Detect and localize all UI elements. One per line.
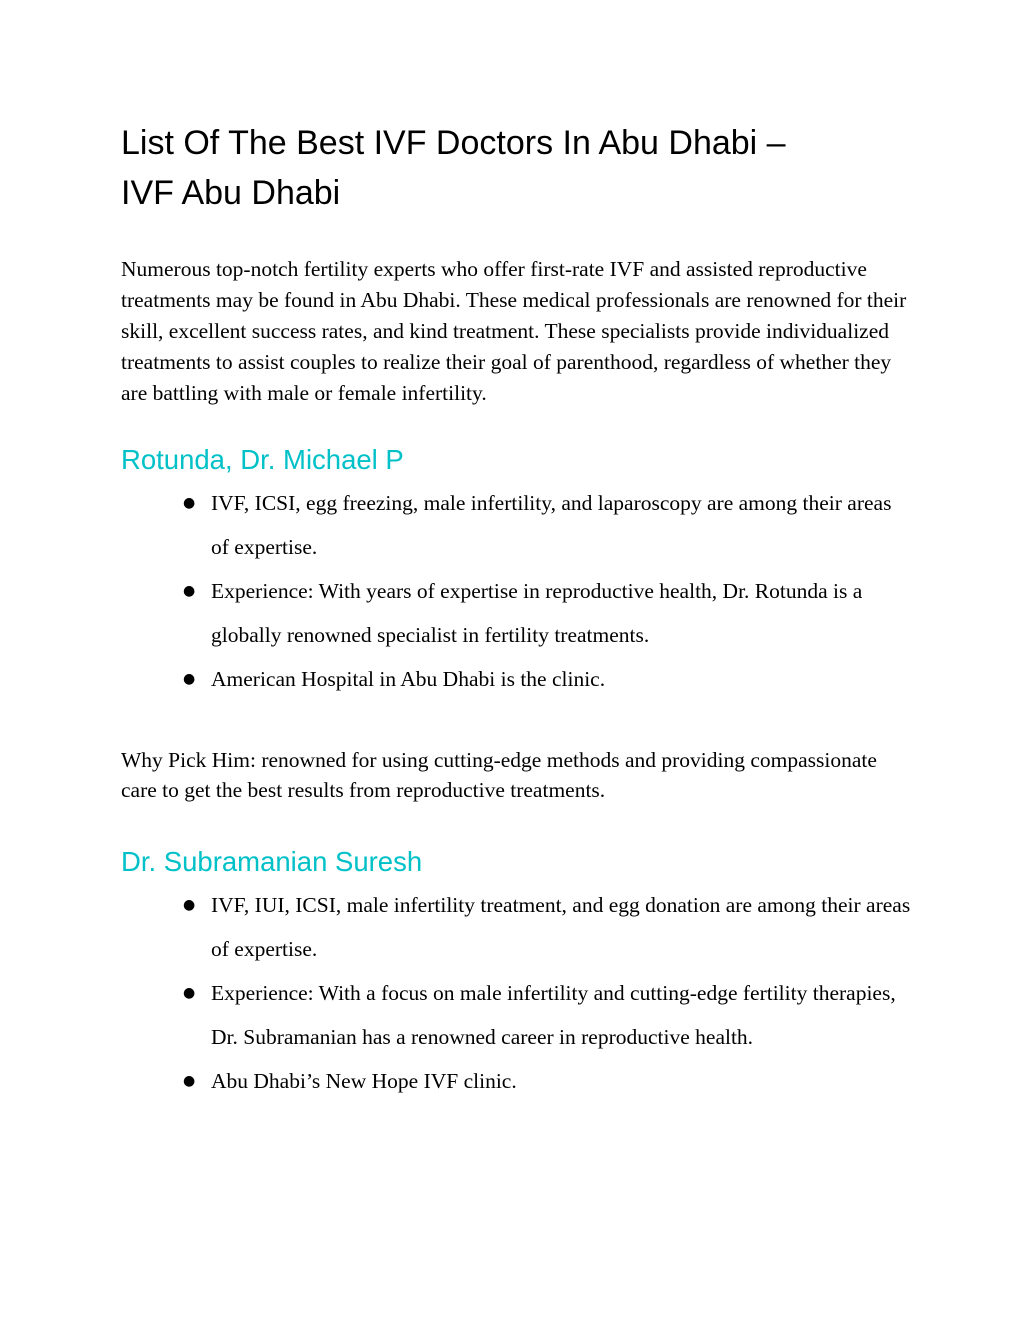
list-item — [183, 1059, 911, 1103]
list-item-text: Experience: With a focus on male infertility and cutting-edge fertility therapies, Dr. Subramanian has a renowned career in reproductive health. — [211, 981, 896, 1049]
list-item-text: American Hospital in Abu Dhabi is the clinic. — [211, 667, 606, 691]
bullet-icon: ● — [183, 495, 196, 511]
bullet-icon: ● — [183, 583, 196, 599]
document-title: List Of The Best IVF Doctors In Abu Dhabi – IVF Abu Dhabi — [121, 124, 786, 212]
list-item — [183, 883, 911, 971]
list-item-text: IVF, ICSI, egg freezing, male infertility, and laparoscopy are among their areas of expertise. — [211, 491, 892, 559]
bullet-icon: ● — [183, 985, 196, 1001]
bullet-list-rotunda — [121, 481, 911, 701]
bullet-list-subramanian — [121, 883, 911, 1103]
list-item-text: Abu Dhabi’s New Hope IVF clinic. — [211, 1069, 517, 1093]
list-item — [183, 569, 911, 657]
list-item — [183, 481, 911, 569]
intro-paragraph: Numerous top-notch fertility experts who offer first-rate IVF and assisted reproductive treatments may be found in Abu Dhabi. These medical professionals are renowned for their skill, excellent success rates, and kind treatment. These specialists provide individualized treatments to assist couples to realize their goal of parenthood, regardless of whether they are battling with male or female infertility. — [121, 257, 907, 405]
list-item — [183, 971, 911, 1059]
document-content — [121, 118, 911, 1103]
section-heading-rotunda: Rotunda, Dr. Michael P — [121, 444, 404, 475]
list-item-text: IVF, IUI, ICSI, male infertility treatment, and egg donation are among their areas of expertise. — [211, 893, 911, 961]
bullet-icon: ● — [183, 671, 196, 687]
section-heading-subramanian: Dr. Subramanian Suresh — [121, 846, 423, 877]
bullet-icon: ● — [183, 897, 196, 913]
list-item — [183, 657, 911, 701]
list-item-text: Experience: With years of expertise in reproductive health, Dr. Rotunda is a globally renowned specialist in fertility treatments. — [211, 579, 863, 647]
bullet-icon: ● — [183, 1073, 196, 1089]
why-pick-paragraph: Why Pick Him: renowned for using cutting-edge methods and providing compassionate care to get the best results from reproductive treatments. — [121, 748, 877, 802]
